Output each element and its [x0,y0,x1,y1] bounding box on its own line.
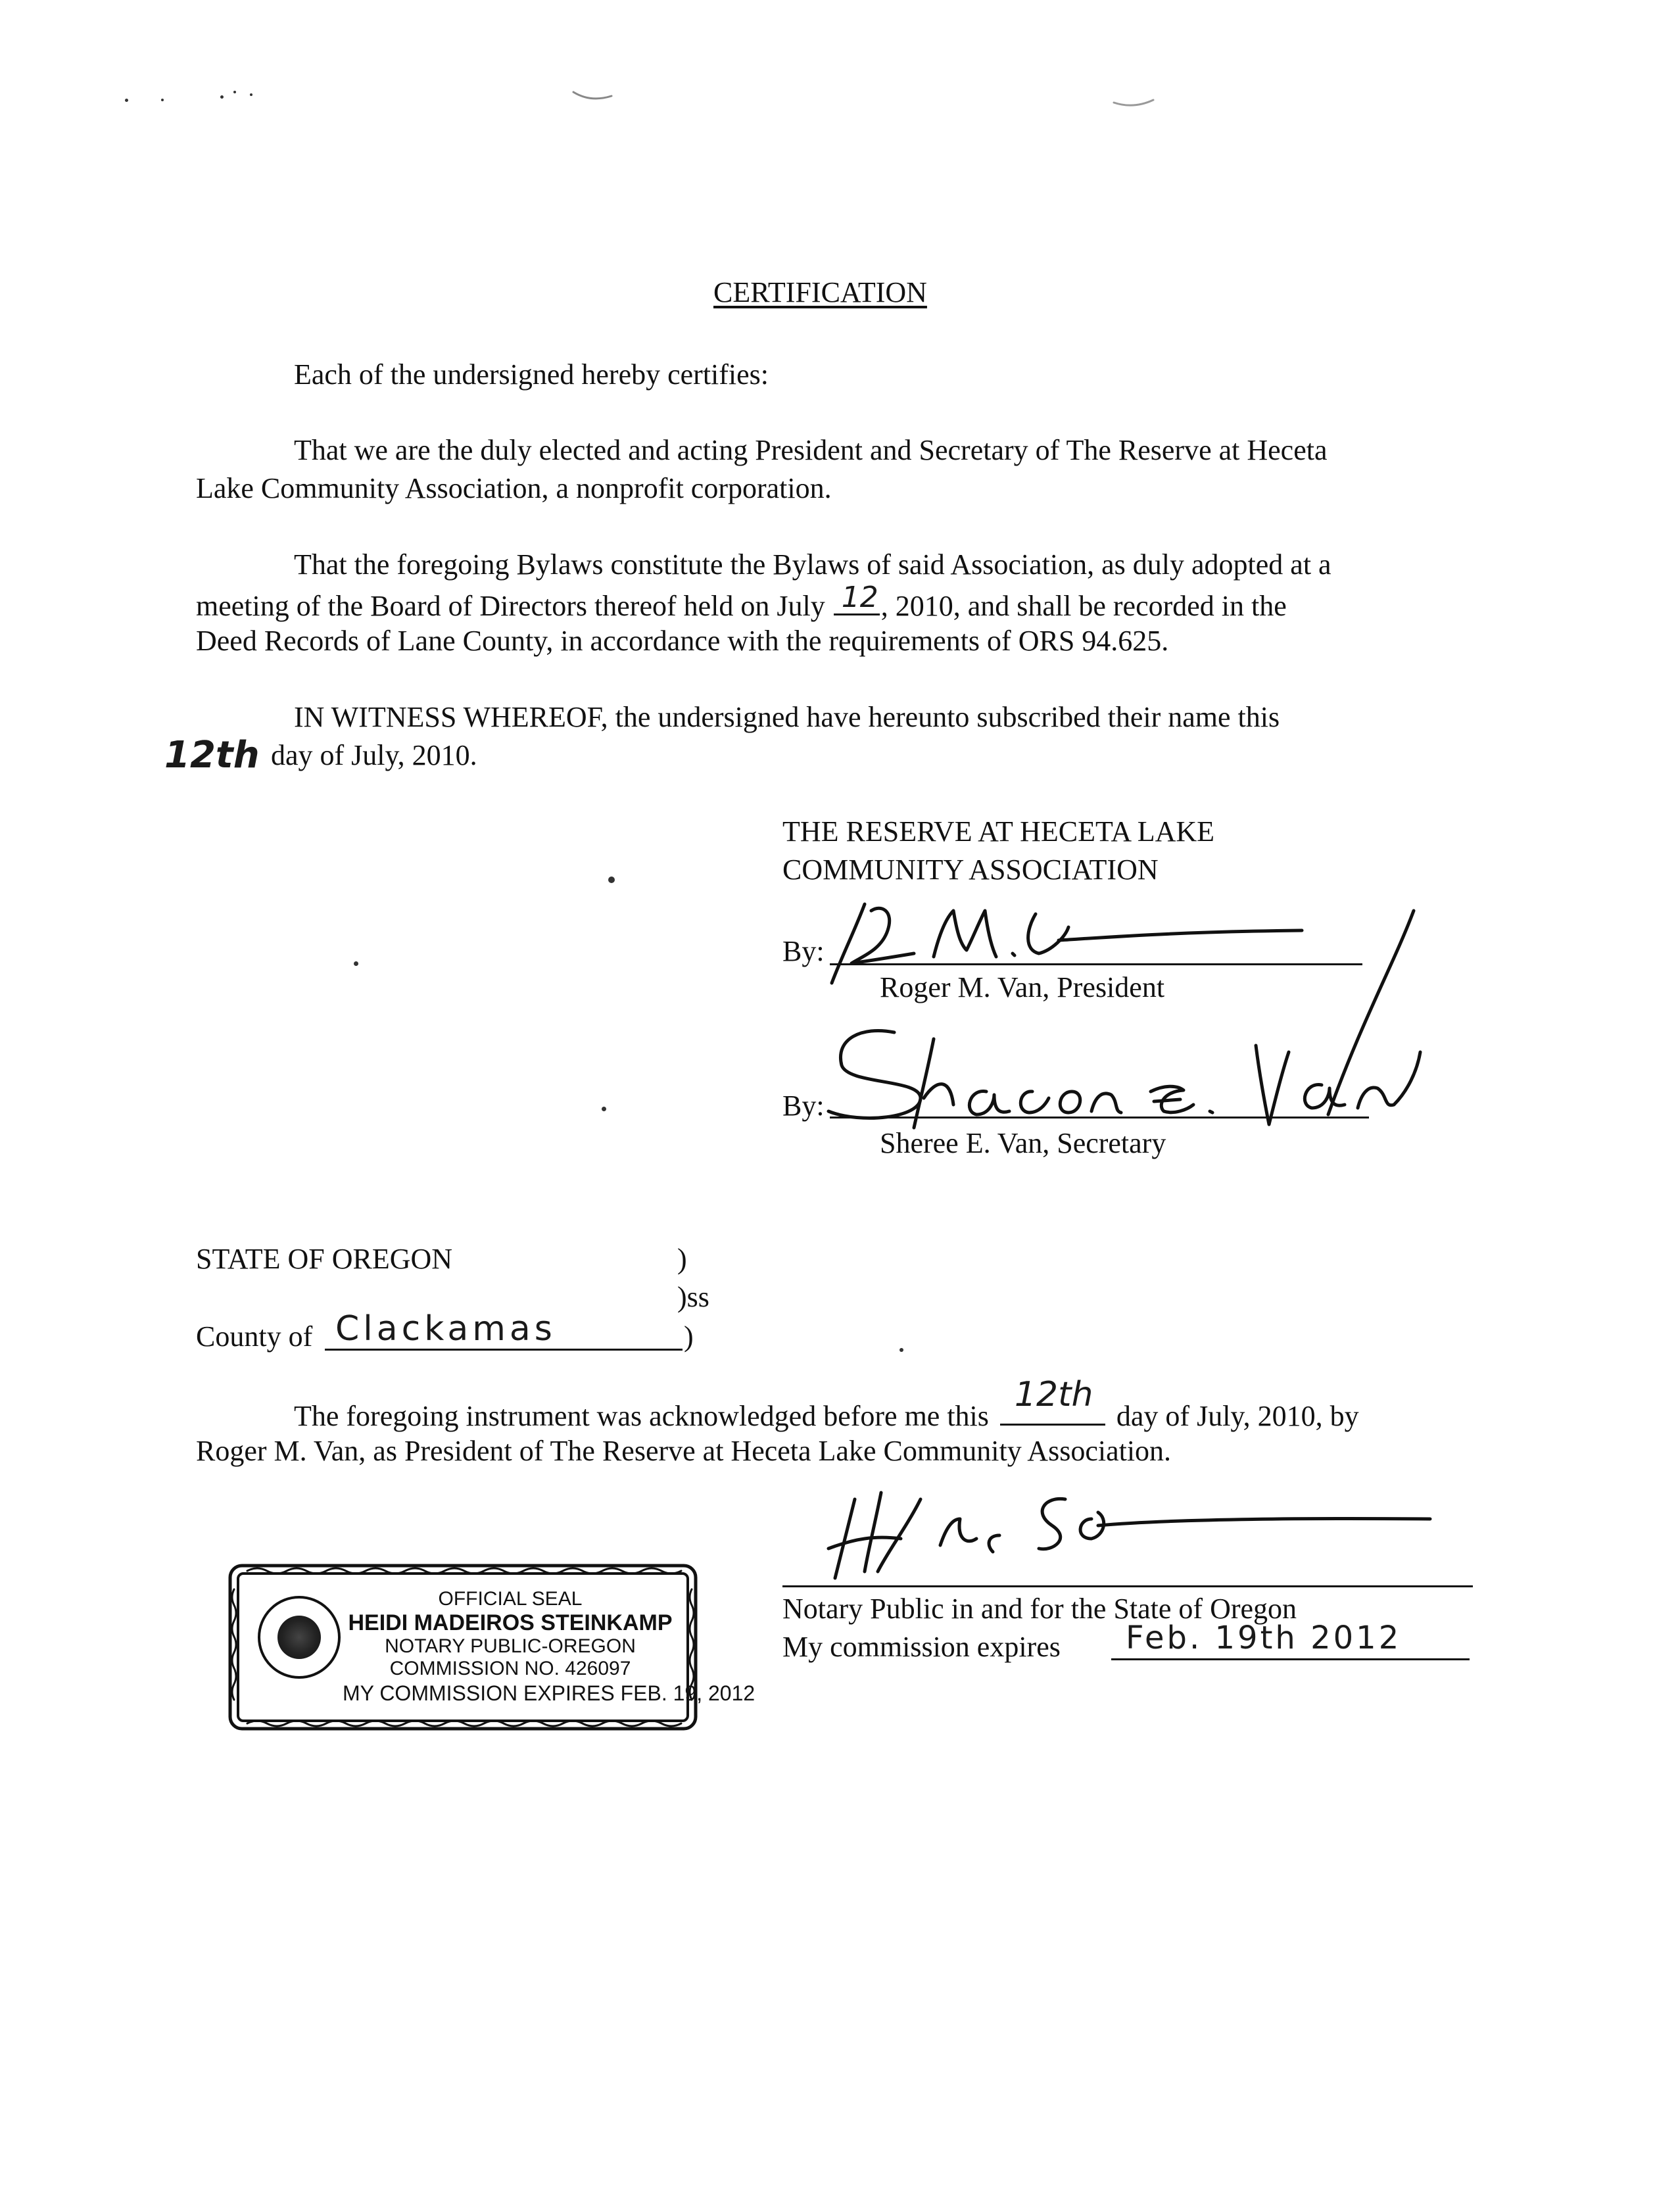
acknowledgment-text-before: The foregoing instrument was acknowledged before me this [294,1400,989,1432]
acknowledgment-day-blank [1000,1375,1105,1426]
scan-speck [233,91,236,93]
scan-speck [250,93,252,96]
witness-line-2: day of July, 2010. [271,739,477,771]
handwritten-acknowledgment-day: 12th [1014,1375,1093,1414]
seal-commission-expires: MY COMMISSION EXPIRES FEB. 19, 2012 [343,1681,755,1705]
witness-line-1: IN WITNESS WHEREOF, the undersigned have hereunto subscribed their name this [294,701,1280,733]
handwritten-expiration-date: Feb. 19th 2012 [1126,1620,1402,1656]
notary-title: Notary Public in and for the State of Oregon [782,1593,1297,1625]
handwritten-county-name: Clackamas [335,1309,556,1349]
association-name-line-2: COMMUNITY ASSOCIATION [782,854,1159,886]
notary-signature-line [782,1585,1473,1587]
scan-speck [608,877,615,883]
paragraph-2-text-before: meeting of the Board of Directors thereof held on July [196,590,825,622]
paragraph-1-line-2: Lake Community Association, a nonprofit corporation. [196,472,832,504]
seal-emblem-center [277,1616,321,1659]
secretary-signature [822,1013,1440,1138]
paragraph-2-text-after: , 2010, and shall be recorded in the [880,590,1287,622]
scan-speck [220,95,224,99]
president-by-label: By: [782,935,825,967]
handwritten-date-blank [834,581,880,615]
president-name: Roger M. Van, President [880,971,1165,1003]
handwritten-meeting-day: 12 [841,581,878,614]
secretary-by-label: By: [782,1090,825,1122]
acknowledgment-line-1 [294,1375,1359,1432]
venue-county-label: County of [196,1320,313,1353]
notary-expires-line [1111,1658,1470,1660]
notary-expires-label: My commission expires [782,1631,1061,1663]
seal-notary-public: NOTARY PUBLIC-OREGON [385,1635,636,1657]
association-name-line-1: THE RESERVE AT HECETA LAKE [782,815,1215,848]
venue-paren-1: ) [677,1243,687,1275]
scan-mark [1111,96,1157,112]
venue-ss: )ss [677,1281,709,1313]
acknowledgment-line-2: Roger M. Van, as President of The Reserve at Heceta Lake Community Association. [196,1435,1172,1467]
scan-speck [125,99,128,102]
secretary-name: Sheree E. Van, Secretary [880,1127,1166,1159]
paragraph-2-line-3: Deed Records of Lane County, in accordance with the requirements of ORS 94.625. [196,625,1169,657]
oregon-state-seal-emblem [258,1596,341,1679]
seal-official-seal: OFFICIAL SEAL [438,1588,583,1610]
paragraph-2-line-2 [196,581,1287,622]
notary-seal-stamp [228,1563,755,1731]
seal-commission-number: COMMISSION NO. 426097 [389,1658,631,1679]
scan-speck [899,1348,903,1352]
page-title: CERTIFICATION [713,276,927,308]
scan-mark [571,88,617,105]
notary-signature [815,1473,1447,1585]
scan-speck [602,1107,606,1111]
venue-state: STATE OF OREGON [196,1243,453,1275]
intro-text: Each of the undersigned hereby certifies: [294,358,769,391]
paragraph-1-line-1: That we are the duly elected and acting President and Secretary of The Reserve at Heceta [294,434,1328,466]
venue-paren-2: ) [684,1320,694,1353]
acknowledgment-text-after: day of July, 2010, by [1116,1400,1359,1432]
handwritten-witness-day: 12th [164,734,260,777]
paragraph-2-line-1: That the foregoing Bylaws constitute the Bylaws of said Association, as duly adopted at a [294,548,1331,581]
scan-speck [354,961,358,966]
county-blank-line [325,1349,683,1351]
scan-speck [161,99,164,101]
seal-notary-name: HEIDI MADEIROS STEINKAMP [348,1610,673,1635]
